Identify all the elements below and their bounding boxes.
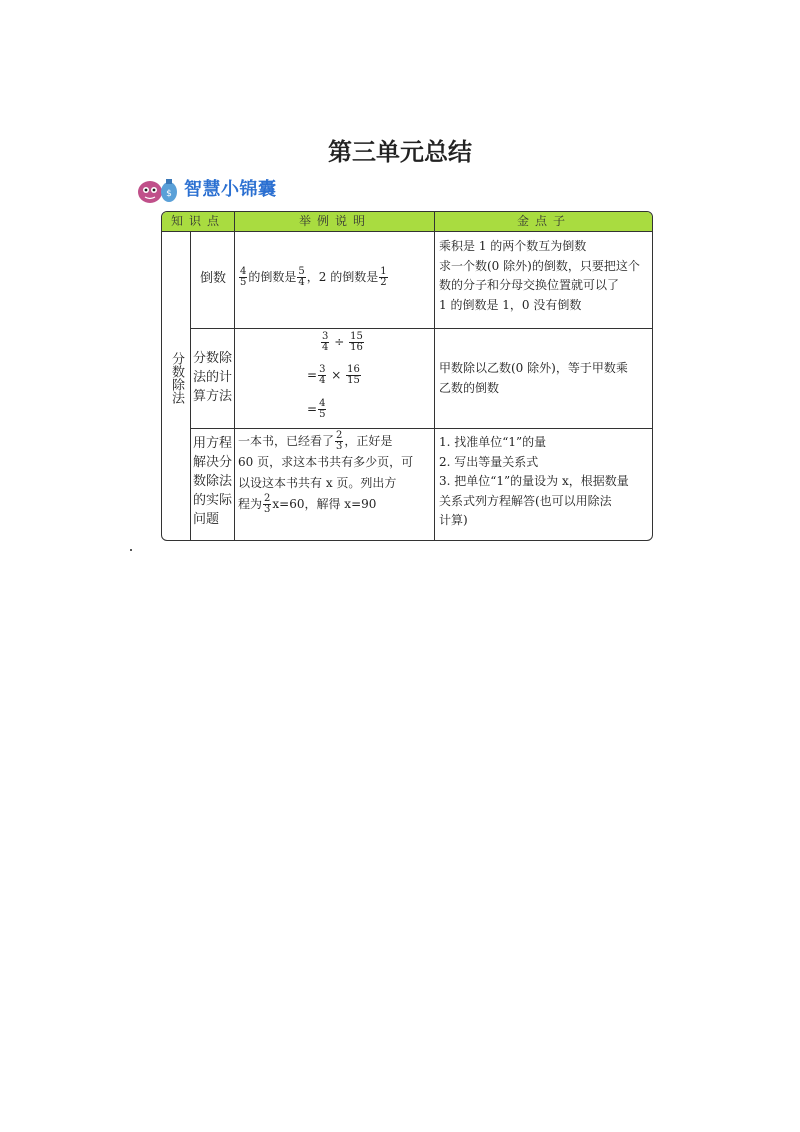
group-label: [162, 232, 190, 540]
fraction: $\frac{5}{4}$: [298, 266, 305, 288]
tips-reciprocal: [439, 237, 640, 315]
banner: [134, 170, 434, 206]
header-example: 举例说明: [234, 212, 435, 231]
tip-line: 2. 写出等量关系式: [439, 454, 539, 469]
stray-mark: [130, 549, 132, 551]
tip-line: 乙数的倒数: [439, 380, 500, 395]
knowledge-point: 用方程 解决分 数除法 的实际 问题: [193, 436, 233, 527]
header-knowledge: 知识点: [170, 214, 225, 228]
example-equation: [238, 431, 433, 515]
example-line: 一本书，已经看了 $\frac{2}{3}$ ，正好是: [238, 430, 393, 452]
example-reciprocal: $\frac{4}{5}$ 的倒数是 $\frac{5}{4}$ ，2 的倒数是 $\frac{1}{2}$: [240, 266, 387, 288]
example-line: 60 页，求这本书共有多少页，可: [238, 455, 414, 469]
calc-line-3: = $\frac{4}{5}$: [307, 398, 326, 420]
page-title: 第三单元总结: [328, 138, 472, 166]
fraction: $\frac{1}{2}$: [380, 266, 387, 288]
table-header: [162, 212, 652, 232]
banner-title: 智慧小锦囊: [184, 179, 277, 200]
tips-division: [439, 359, 628, 398]
svg-text:$: $: [166, 189, 172, 199]
group-label-text: 分数除法: [169, 352, 184, 404]
knowledge-point: 倒数: [199, 271, 226, 286]
example-line: 以设这本书共有 x 页。列出方: [238, 476, 397, 490]
tip-line: 3. 把单位“1”的量设为 x，根据数量: [439, 474, 629, 488]
tip-line: 数的分子和分母交换位置就可以了: [439, 278, 620, 292]
tip-line: 求一个数(0 除外)的倒数，只要把这个: [439, 258, 640, 273]
tip-line: 1 的倒数是 1，0 没有倒数: [439, 297, 582, 312]
tip-line: 关系式列方程解答(也可以用除法: [439, 493, 612, 508]
summary-table: [161, 211, 653, 541]
cartoon-character-icon: [134, 170, 182, 206]
fraction: $\frac{4}{5}$: [240, 266, 247, 288]
example-line: 程为 $\frac{2}{3}$ x=60，解得 x=90: [238, 493, 377, 515]
divider: [190, 328, 652, 329]
tip-line: 1. 找准单位“1”的量: [439, 435, 547, 449]
calc-line-1: $\frac{3}{4}$ ÷ $\frac{15}{16}$: [322, 331, 363, 353]
header-tips: 金点子: [434, 212, 653, 231]
divider: [190, 428, 652, 429]
knowledge-point: 分数除 法的计 算方法: [193, 351, 233, 404]
tip-line: 乘积是 1 的两个数互为倒数: [439, 239, 587, 253]
divider: [434, 232, 435, 540]
calc-line-2: = $\frac{3}{4}$ × $\frac{16}{15}$: [307, 364, 360, 386]
tips-equation: [439, 433, 629, 531]
tip-line: 甲数除以乙数(0 除外)，等于甲数乘: [439, 361, 628, 375]
tip-line: 计算): [439, 513, 468, 527]
